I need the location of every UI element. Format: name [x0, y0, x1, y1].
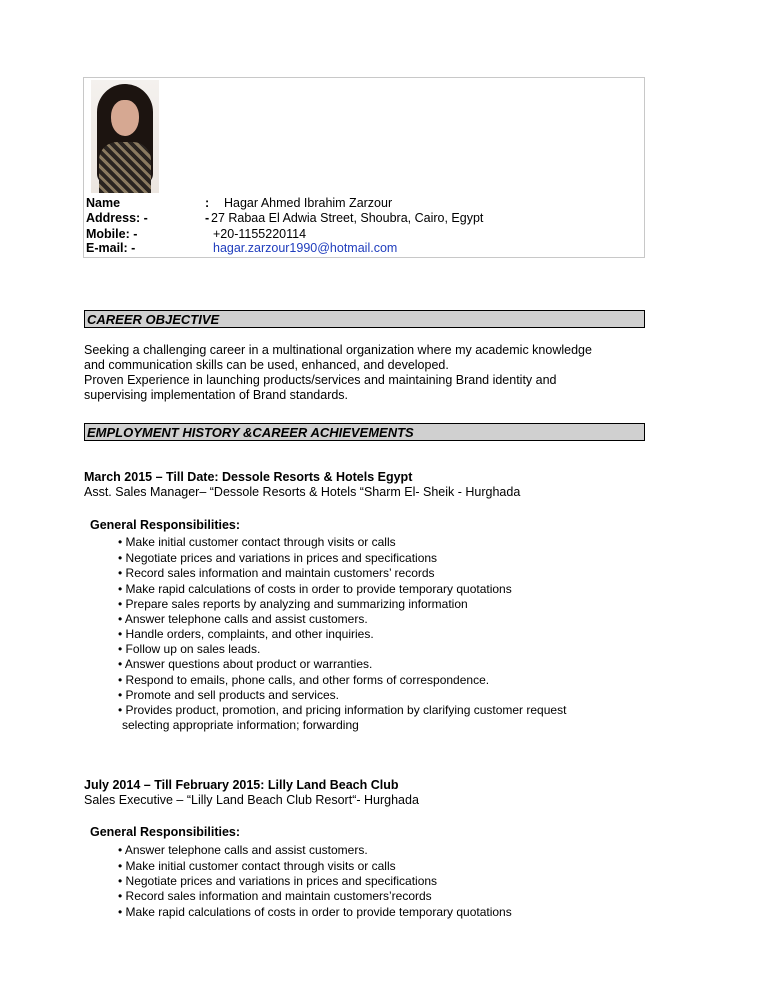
job-title: March 2015 – Till Date: Dessole Resorts & Hotels Egypt [84, 470, 413, 484]
mobile-value: +20-1155220114 [213, 227, 307, 241]
responsibility-item-continuation: selecting appropriate information; forwarding [122, 718, 359, 732]
responsibility-item: • Answer telephone calls and assist customers. [118, 612, 368, 626]
responsibility-item: • Record sales information and maintain customers’records [118, 889, 432, 903]
name-label: Name [86, 196, 121, 210]
job-subtitle: Asst. Sales Manager– “Dessole Resorts & Hotels “Sharm El- Sheik - Hurghada [84, 485, 521, 499]
responsibility-item: • Make initial customer contact through visits or calls [118, 859, 396, 873]
email-link[interactable]: hagar.zarzour1990@hotmail.com [213, 241, 398, 255]
objective-line: Proven Experience in launching products/services and maintaining Brand identity and [84, 373, 557, 387]
objective-line: Seeking a challenging career in a multinational organization where my academic knowledge [84, 343, 592, 357]
responsibility-item: • Make rapid calculations of costs in order to provide temporary quotations [118, 582, 512, 596]
responsibility-item: • Respond to emails, phone calls, and other forms of correspondence. [118, 673, 490, 687]
responsibility-item: • Provides product, promotion, and pricing information by clarifying customer request [118, 703, 567, 717]
responsibility-item: • Follow up on sales leads. [118, 642, 261, 656]
responsibility-item: • Make initial customer contact through visits or calls [118, 535, 396, 549]
responsibility-item: • Negotiate prices and variations in prices and specifications [118, 874, 438, 888]
employment-heading-bar [84, 423, 645, 441]
email-label: E-mail: - [86, 241, 136, 255]
objective-line: and communication skills can be used, enhanced, and developed. [84, 358, 449, 372]
employment-heading: EMPLOYMENT HISTORY &CAREER ACHIEVEMENTS [87, 425, 414, 440]
contact-header-box [83, 77, 645, 258]
objective-line: supervising implementation of Brand standards. [84, 388, 349, 402]
address-label: Address: - [86, 211, 148, 225]
responsibility-item: • Answer telephone calls and assist customers. [118, 843, 368, 857]
profile-photo [91, 80, 159, 193]
job-subtitle: Sales Executive – “Lilly Land Beach Club Resort“- Hurghada [84, 793, 419, 807]
career-objective-heading: CAREER OBJECTIVE [87, 312, 220, 327]
responsibility-item: • Make rapid calculations of costs in order to provide temporary quotations [118, 905, 512, 919]
responsibility-item: • Handle orders, complaints, and other inquiries. [118, 627, 374, 641]
responsibility-item: • Promote and sell products and services. [118, 688, 339, 702]
responsibility-item: • Negotiate prices and variations in prices and specifications [118, 551, 438, 565]
name-value: Hagar Ahmed Ibrahim Zarzour [224, 196, 393, 210]
name-colon: : - [205, 196, 210, 225]
responsibility-item: • Prepare sales reports by analyzing and summarizing information [118, 597, 468, 611]
career-objective-heading-bar [84, 310, 645, 328]
responsibilities-heading: General Responsibilities: [90, 825, 241, 839]
responsibilities-heading: General Responsibilities: [90, 518, 241, 532]
responsibility-item: • Answer questions about product or warranties. [118, 657, 373, 671]
mobile-label: Mobile: - [86, 227, 138, 241]
job-title: July 2014 – Till February 2015: Lilly Land Beach Club [84, 778, 399, 792]
responsibility-item: • Record sales information and maintain customers’ records [118, 566, 435, 580]
address-value: 27 Rabaa El Adwia Street, Shoubra, Cairo, Egypt [211, 211, 484, 225]
